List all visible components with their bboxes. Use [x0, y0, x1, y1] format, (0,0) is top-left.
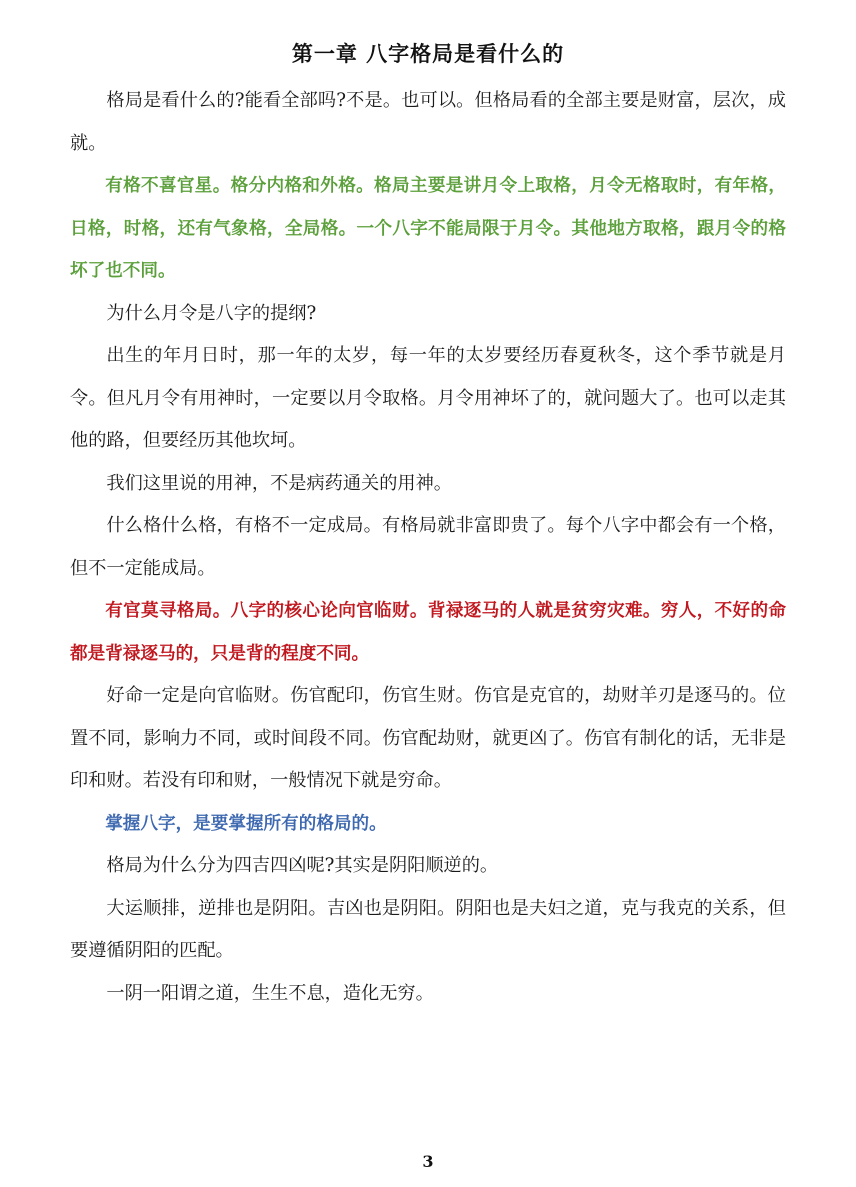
- paragraph-11: 大运顺排，逆排也是阴阳。吉凶也是阴阳。阴阳也是夫妇之道，克与我克的关系，但要遵循阴阳的匹配。: [70, 897, 786, 961]
- paragraph-9-highlight-blue: 掌握八字，是要掌握所有的格局的。: [105, 813, 387, 834]
- paragraph-2-highlight-green: 有格不喜官星。格分内格和外格。格局主要是讲月令上取格，月令无格取时，有年格，日格，时格，还有气象格，全局格。一个八字不能局限于月令。其他地方取格，跟月令的格坏了也不同。: [70, 176, 786, 281]
- paragraph-12: 一阴一阳谓之道，生生不息，造化无穷。: [106, 982, 434, 1004]
- paragraph-4: 出生的年月日时，那一年的太岁，每一年的太岁要经历春夏秋冬，这个季节就是月令。但凡月令有用神时，一定要以月令取格。月令用神坏了的，就问题大了。也可以走其他的路，但要经历其他坎坷。: [70, 345, 786, 451]
- paragraph-6: 什么格什么格，有格不一定成局。有格局就非富即贵了。每个八字中都会有一个格，但不一定能成局。: [70, 515, 786, 579]
- page-number: 3: [422, 1152, 434, 1171]
- paragraph-8: 好命一定是向官临财。伤官配印，伤官生财。伤官是克官的，劫财羊刃是逐马的。位置不同，影响力不同，或时间段不同。伤官配劫财，就更凶了。伤官有制化的话，无非是印和财。若没有印和财，一般情况下就是穷命。: [70, 685, 786, 791]
- paragraph-7-highlight-red: 有官莫寻格局。八字的核心论向官临财。背禄逐马的人就是贫穷灾难。穷人，不好的命都是背禄逐马的，只是背的程度不同。: [70, 601, 786, 664]
- paragraph-3: 为什么月令是八字的提纲?: [106, 302, 317, 324]
- paragraph-10: 格局为什么分为四吉四凶呢?其实是阴阳顺逆的。: [106, 855, 499, 876]
- paragraph-5: 我们这里说的用神，不是病药通关的用神。: [106, 472, 452, 494]
- paragraph-1: 格局是看什么的?能看全部吗?不是。也可以。但格局看的全部主要是财富，层次，成就。: [70, 90, 786, 154]
- chapter-title: 第一章 八字格局是看什么的: [291, 42, 565, 66]
- document-page: [70, 38, 786, 1015]
